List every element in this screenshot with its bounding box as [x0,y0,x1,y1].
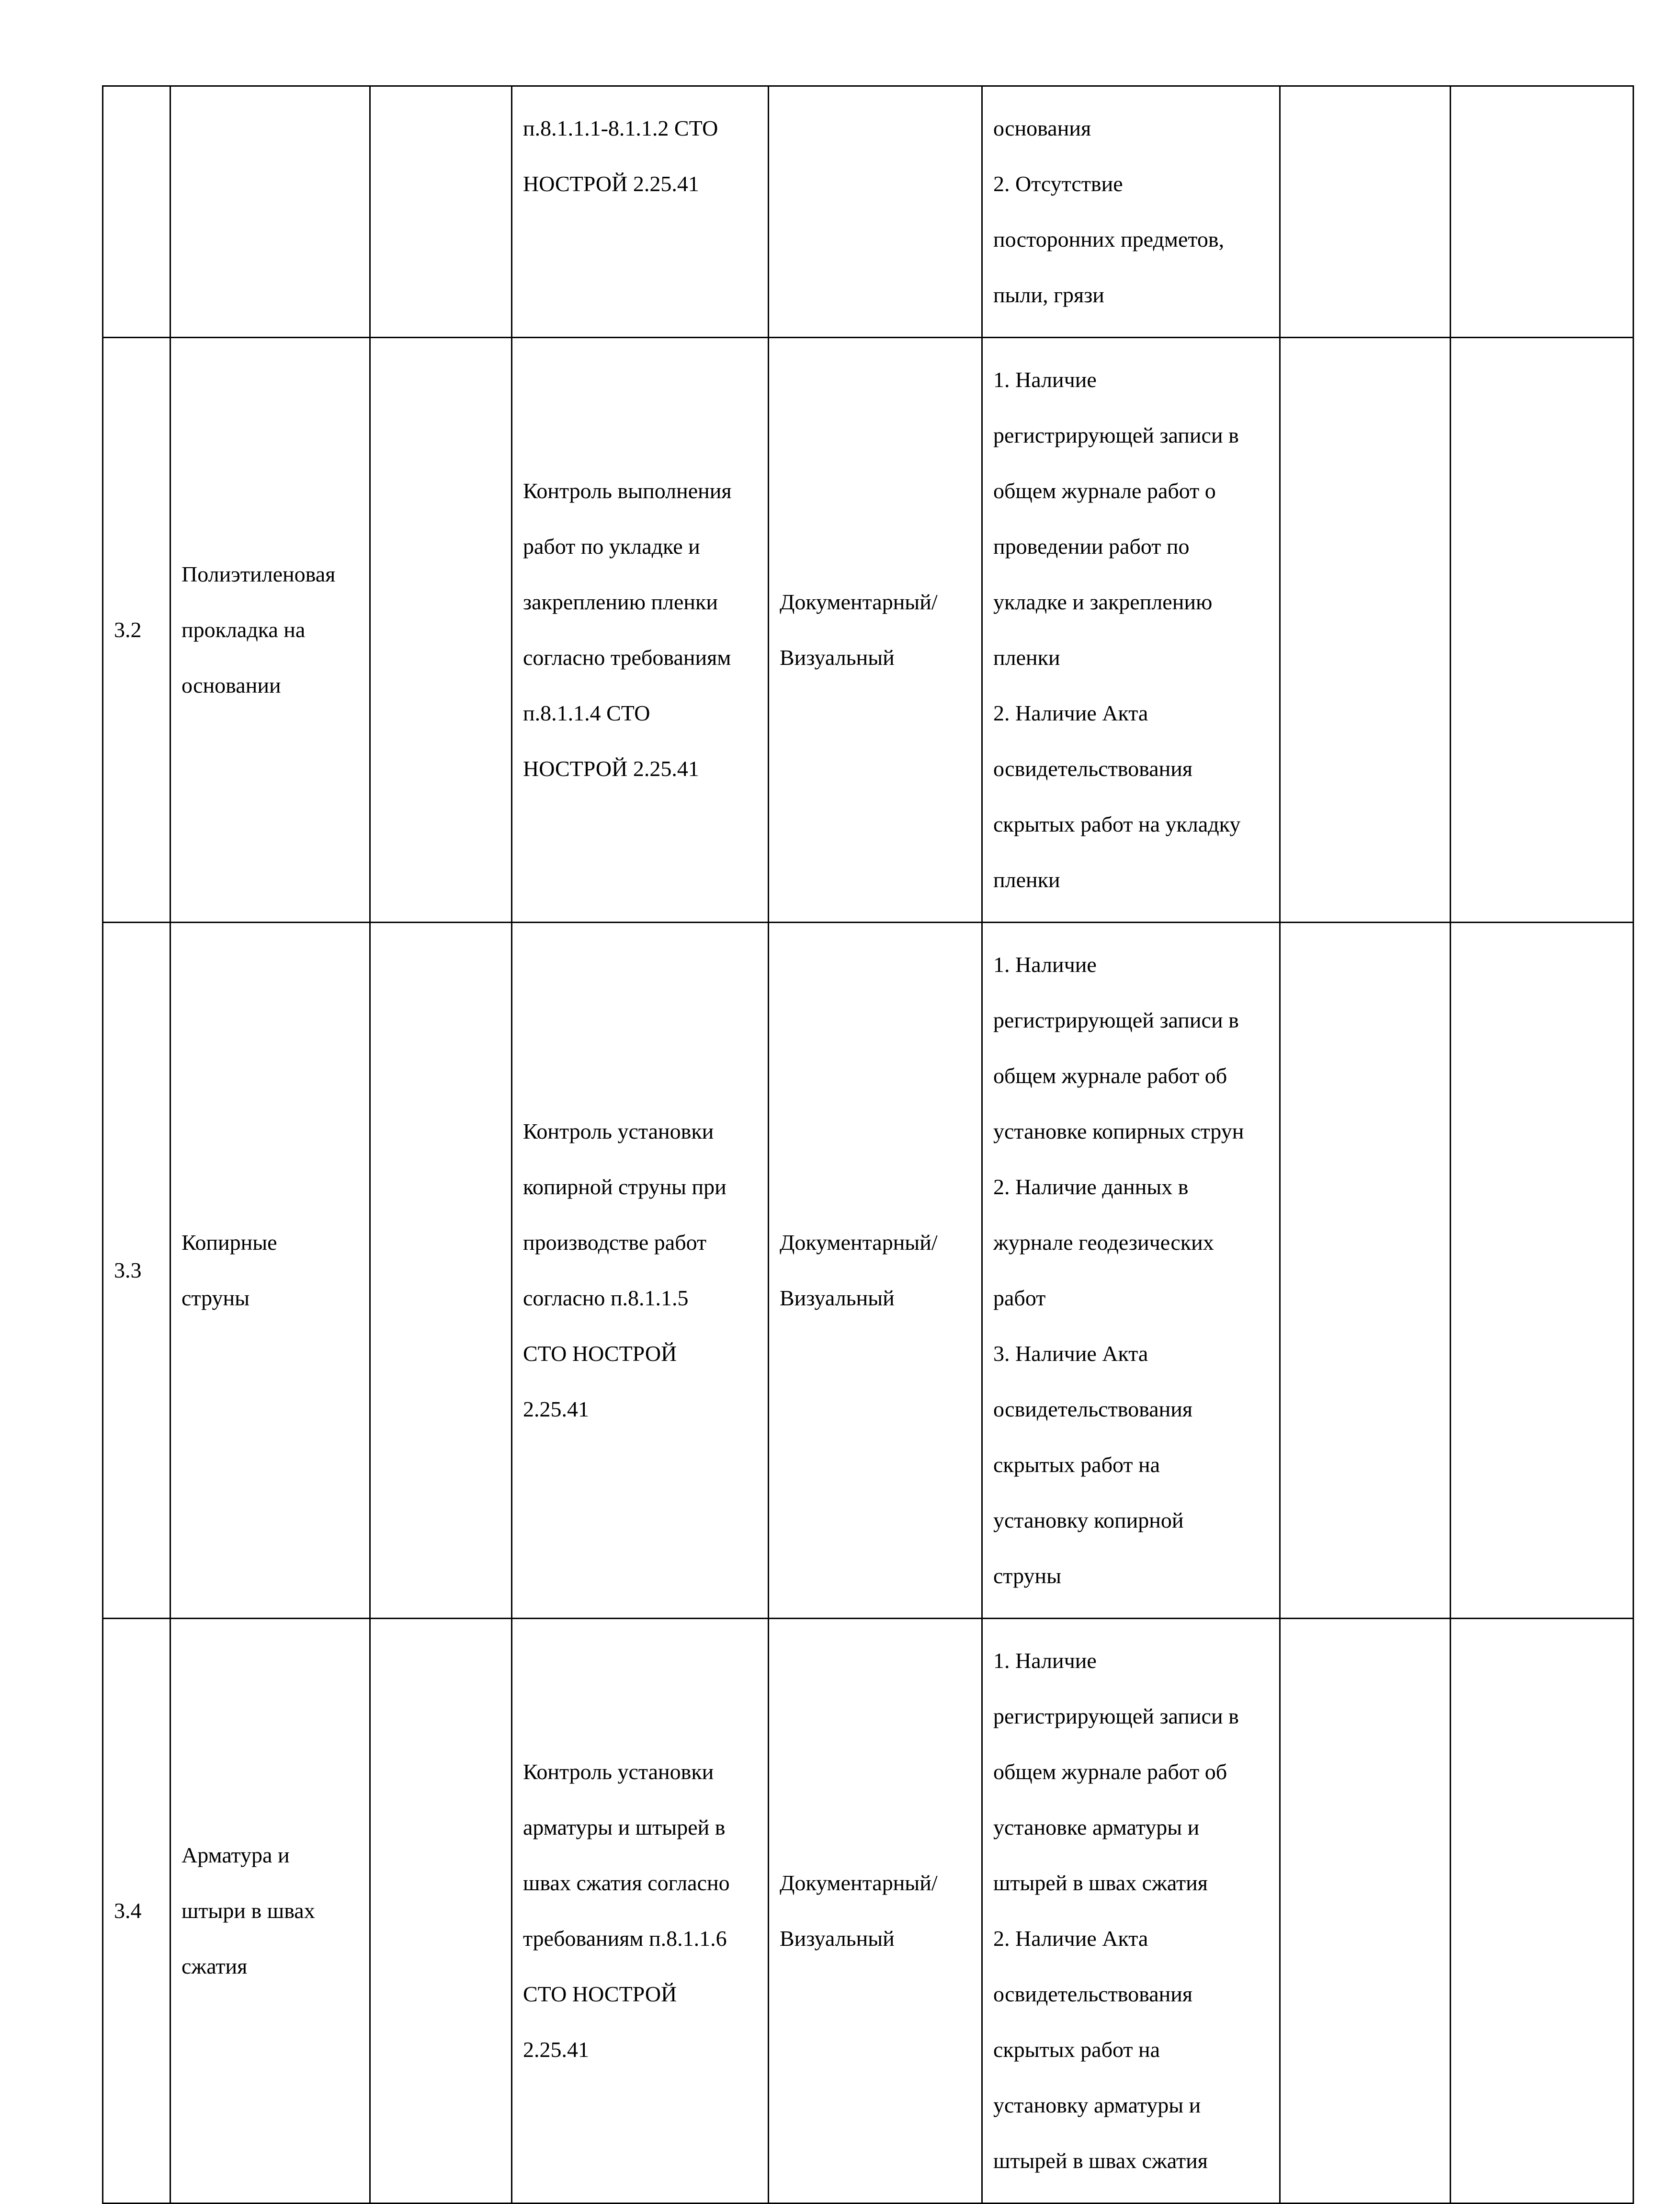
text-line: работ [993,1286,1046,1310]
text-line: СТО НОСТРОЙ [523,1982,677,2006]
control-method-cell [769,338,982,923]
text-line: струны [182,1286,250,1310]
text-line: Полиэтиленовая [182,562,336,586]
requirements-cell [982,923,1280,1619]
text-line: скрытых работ на укладку [993,812,1241,836]
control-description-cell [512,338,769,923]
text-line: установке копирных струн [993,1119,1244,1143]
text-line: НОСТРОЙ 2.25.41 [523,756,699,781]
text-line: регистрирующей записи в [993,1704,1239,1728]
empty-cell [370,338,512,923]
text-line: Визуальный [780,1286,895,1310]
text-line: прокладка на [182,617,306,642]
text-line: освидетельствования [993,1982,1193,2006]
text-line: регистрирующей записи в [993,1008,1239,1032]
text-line: п.8.1.1.1-8.1.1.2 СТО [523,116,718,140]
control-method-cell [769,86,982,338]
text-line: производстве работ [523,1230,707,1255]
text-line: установке арматуры и [993,1815,1200,1839]
text-line: сжатия [182,1954,248,1978]
text-line: СТО НОСТРОЙ [523,1341,677,1366]
text-line: Арматура и [182,1843,290,1867]
text-line: пленки [993,868,1060,892]
text-line: п.8.1.1.4 СТО [523,701,650,725]
text-line: Документарный/ [780,590,938,614]
text-line: Документарный/ [780,1230,938,1255]
text-line: Документарный/ [780,1871,938,1895]
text-line: Визуальный [780,645,895,670]
text-line: скрытых работ на [993,2037,1160,2062]
text-line: освидетельствования [993,1397,1193,1421]
empty-cell [1280,1619,1451,2204]
text-line: Копирные [182,1230,277,1255]
text-line: Визуальный [780,1926,895,1951]
requirements-cell [982,338,1280,923]
empty-cell [1451,338,1634,923]
text-line: скрытых работ на [993,1452,1160,1477]
control-description-cell [512,923,769,1619]
item-name-cell [170,1619,370,2204]
item-number-cell: 3.2 [103,338,170,923]
empty-cell [1451,923,1634,1619]
empty-cell [370,86,512,338]
text-line: укладке и закреплению [993,590,1213,614]
empty-cell [1280,338,1451,923]
text-line: швах сжатия согласно [523,1871,730,1895]
text-line: 2. Наличие Акта [993,701,1148,725]
requirements-cell [982,86,1280,338]
table-row [103,338,1634,923]
text-line: арматуры и штырей в [523,1815,726,1839]
control-method-cell [769,1619,982,2204]
text-line: проведении работ по [993,534,1190,559]
text-line: 2. Наличие Акта [993,1926,1148,1951]
text-line: струны [993,1564,1061,1588]
text-line: закреплению пленки [523,590,718,614]
text-line: 2.25.41 [523,1397,589,1421]
text-line: общем журнале работ об [993,1759,1227,1784]
text-line: Контроль установки [523,1759,714,1784]
text-line: посторонних предметов, [993,227,1225,251]
text-line: регистрирующей записи в [993,423,1239,447]
text-line: пленки [993,645,1060,670]
text-line: 1. Наличие [993,1648,1097,1673]
text-line: общем журнале работ о [993,479,1216,503]
text-line: 2.25.41 [523,2037,589,2062]
empty-cell [1280,86,1451,338]
text-line: 2. Отсутствие [993,171,1123,196]
control-method-cell [769,923,982,1619]
text-line: 1. Наличие [993,952,1097,977]
text-line: НОСТРОЙ 2.25.41 [523,171,699,196]
text-line: общем журнале работ об [993,1063,1227,1088]
control-table [102,85,1634,2204]
item-name-cell [170,338,370,923]
text-line: пыли, грязи [993,283,1104,307]
item-number-cell: 3.4 [103,1619,170,2204]
text-line: установку копирной [993,1508,1184,1532]
text-line: требованиям п.8.1.1.6 [523,1926,727,1951]
item-number-cell: 3.3 [103,923,170,1619]
text-line: основании [182,673,281,697]
text-line: штырей в швах сжатия [993,1871,1208,1895]
table-row [103,1619,1634,2204]
text-line: 3. Наличие Акта [993,1341,1148,1366]
item-number-cell [103,86,170,338]
empty-cell [370,1619,512,2204]
control-description-cell [512,86,769,338]
text-line: установку арматуры и [993,2093,1201,2117]
text-line: копирной струны при [523,1175,726,1199]
text-line: журнале геодезических [993,1230,1214,1255]
table-row [103,86,1634,338]
item-name-cell [170,86,370,338]
control-description-cell [512,1619,769,2204]
text-line: согласно п.8.1.1.5 [523,1286,689,1310]
item-name-cell [170,923,370,1619]
requirements-cell [982,1619,1280,2204]
text-line: 2. Наличие данных в [993,1175,1189,1199]
empty-cell [1451,86,1634,338]
text-line: Контроль выполнения [523,479,732,503]
text-line: работ по укладке и [523,534,700,559]
text-line: освидетельствования [993,756,1193,781]
text-line: согласно требованиям [523,645,731,670]
empty-cell [370,923,512,1619]
text-line: штырей в швах сжатия [993,2148,1208,2173]
text-line: Контроль установки [523,1119,714,1143]
empty-cell [1280,923,1451,1619]
table-row [103,923,1634,1619]
text-line: 1. Наличие [993,367,1097,392]
empty-cell [1451,1619,1634,2204]
text-line: основания [993,116,1091,140]
text-line: штыри в швах [182,1898,315,1923]
